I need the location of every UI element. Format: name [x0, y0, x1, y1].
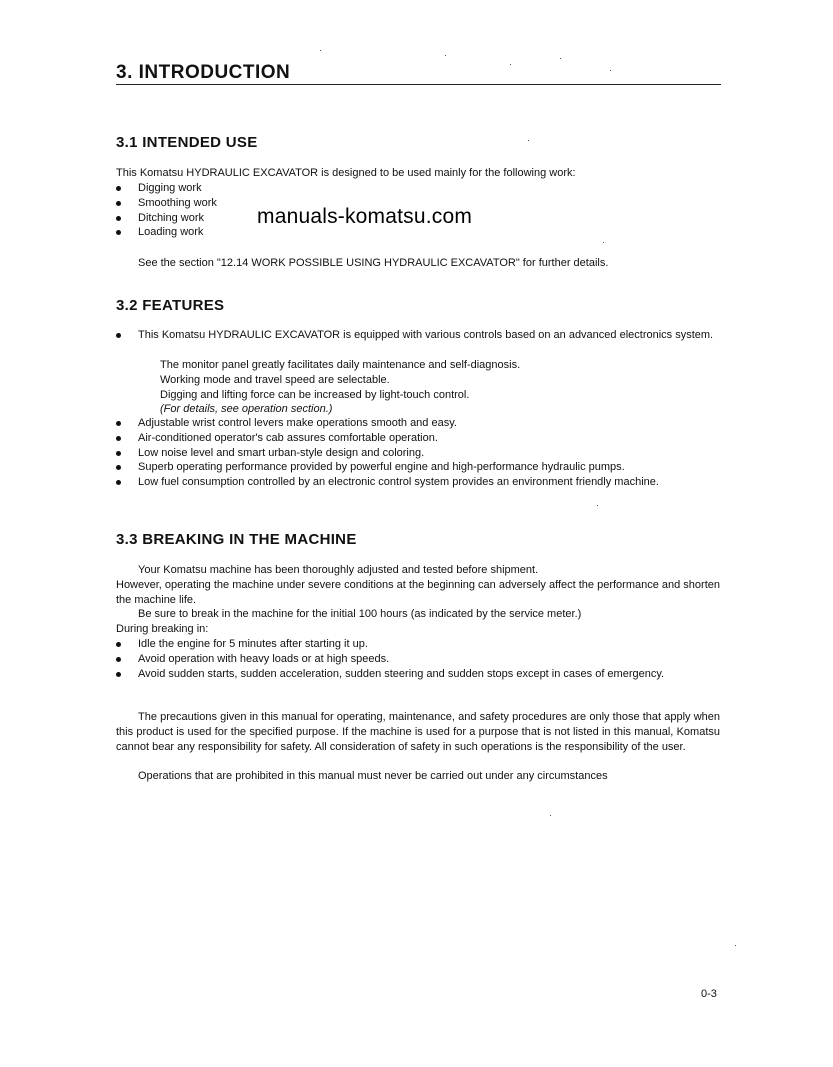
intended-use-intro: This Komatsu HYDRAULIC EXCAVATOR is designed to be used mainly for the following work: [116, 167, 576, 179]
scan-speck [597, 505, 598, 506]
scan-speck [320, 50, 321, 51]
intended-use-heading: 3.1 INTENDED USE [116, 134, 258, 151]
scan-speck [550, 815, 551, 816]
scan-speck [610, 70, 611, 71]
precautions-paragraph: The precautions given in this manual for operating, maintenance, and safety procedures are only those that apply when this product is used for the specified purpose. If the machine is used for a purpose that is not listed in this manual, Komatsu cannot bear any responsibility for safety. All consideration of safety in such operations is the responsibility of the user. [116, 711, 720, 753]
list-item: Low fuel consumption controlled by an electronic control system provides an environment friendly machine. [116, 475, 720, 490]
title-underline [116, 84, 721, 85]
list-item: Digging work [116, 181, 416, 196]
paragraph-continued: However, operating the machine under severe conditions at the beginning can adversely affect the performance and shorten the machine life. [116, 578, 720, 606]
list-item: Ditching work [116, 211, 416, 226]
see-also-note: See the section "12.14 WORK POSSIBLE USING HYDRAULIC EXCAVATOR" for further details. [138, 257, 609, 269]
list-item: Avoid sudden starts, sudden acceleration, sudden steering and sudden stops except in cases of emergency. [116, 667, 720, 682]
list-item: This Komatsu HYDRAULIC EXCAVATOR is equipped with various controls based on an advanced electronics system. [116, 328, 720, 343]
scan-speck [560, 58, 561, 59]
list-item: Superb operating performance provided by powerful engine and high-performance hydraulic pumps. [116, 460, 720, 475]
breaking-in-paragraph-1 [116, 563, 720, 607]
paragraph-first-line: Your Komatsu machine has been thoroughly adjusted and tested before shipment. [138, 564, 539, 576]
features-sublist [160, 358, 720, 417]
list-item: Avoid operation with heavy loads or at high speeds. [116, 652, 720, 667]
sub-item: Digging and lifting force can be increased by light-touch control. [160, 388, 470, 401]
features-heading: 3.2 FEATURES [116, 297, 225, 314]
sub-item: Working mode and travel speed are selectable. [160, 373, 390, 386]
features-list-2 [116, 416, 720, 490]
chapter-title: 3. INTRODUCTION [116, 62, 291, 83]
scan-speck [510, 64, 511, 65]
breaking-in-list [116, 637, 720, 681]
features-list-1 [116, 328, 720, 343]
list-item: Idle the engine for 5 minutes after starting it up. [116, 637, 720, 652]
sub-item: (For details, see operation section.) [160, 403, 333, 416]
breaking-in-paragraph-2 [116, 607, 720, 637]
sub-item: The monitor panel greatly facilitates daily maintenance and self-diagnosis. [160, 359, 521, 371]
scan-speck [445, 55, 446, 56]
list-item: Smoothing work [116, 196, 416, 211]
list-item: Low noise level and smart urban-style design and coloring. [116, 446, 720, 461]
paragraph-continued: During breaking in: [116, 622, 209, 635]
scan-speck [528, 140, 529, 141]
watermark-text: manuals-komatsu.com [257, 205, 473, 228]
list-item: Loading work [116, 225, 416, 240]
scan-speck [735, 945, 736, 946]
prohibited-operations-note: Operations that are prohibited in this manual must never be carried out under any circumstances [138, 770, 608, 782]
list-item: Air-conditioned operator's cab assures comfortable operation. [116, 431, 720, 446]
scan-speck [603, 242, 604, 243]
paragraph-first-line: Be sure to break in the machine for the initial 100 hours (as indicated by the service meter.) [138, 608, 582, 620]
page-number: 0-3 [701, 988, 717, 1000]
breaking-in-heading: 3.3 BREAKING IN THE MACHINE [116, 531, 357, 548]
list-item: Adjustable wrist control levers make operations smooth and easy. [116, 416, 720, 431]
